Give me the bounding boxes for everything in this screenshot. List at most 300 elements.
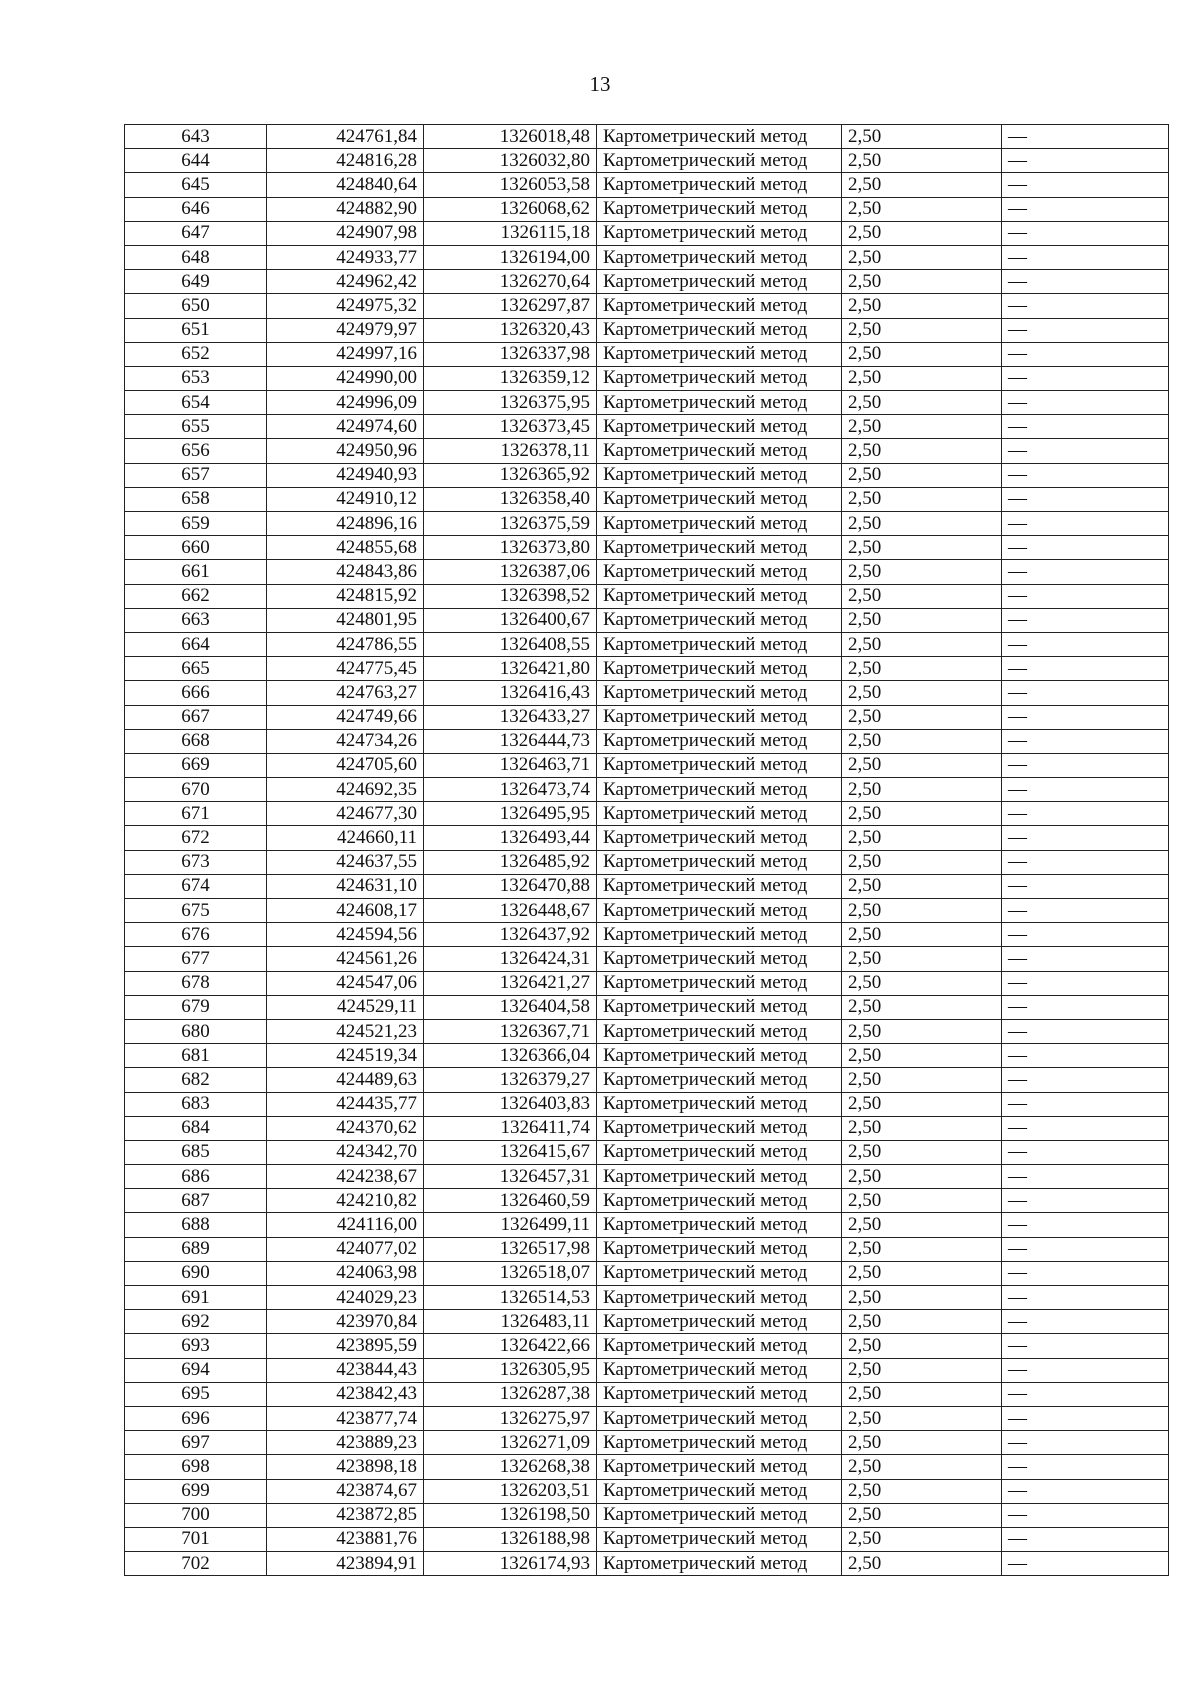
method-cell: Картометрический метод	[597, 1503, 842, 1527]
point-number-cell: 689	[125, 1237, 267, 1261]
point-number-cell: 645	[125, 173, 267, 197]
method-cell: Картометрический метод	[597, 149, 842, 173]
x-coordinate-cell: 424594,56	[267, 923, 424, 947]
point-number-cell: 653	[125, 366, 267, 390]
x-coordinate-cell: 424979,97	[267, 318, 424, 342]
point-number-cell: 681	[125, 1044, 267, 1068]
coordinates-table	[124, 124, 1169, 1576]
description-cell: —	[1002, 1286, 1169, 1310]
description-cell: —	[1002, 1382, 1169, 1406]
point-number-cell: 682	[125, 1068, 267, 1092]
table-row	[125, 632, 1169, 656]
y-coordinate-cell: 1326517,98	[424, 1237, 597, 1261]
y-coordinate-cell: 1326198,50	[424, 1503, 597, 1527]
method-cell: Картометрический метод	[597, 1382, 842, 1406]
x-coordinate-cell: 424116,00	[267, 1213, 424, 1237]
method-cell: Картометрический метод	[597, 1261, 842, 1285]
description-cell: —	[1002, 1044, 1169, 1068]
x-coordinate-cell: 423898,18	[267, 1455, 424, 1479]
x-coordinate-cell: 424435,77	[267, 1092, 424, 1116]
table-row	[125, 874, 1169, 898]
method-cell: Картометрический метод	[597, 1406, 842, 1430]
accuracy-cell: 2,50	[842, 197, 1002, 221]
y-coordinate-cell: 1326470,88	[424, 874, 597, 898]
y-coordinate-cell: 1326203,51	[424, 1479, 597, 1503]
method-cell: Картометрический метод	[597, 1044, 842, 1068]
point-number-cell: 670	[125, 778, 267, 802]
accuracy-cell: 2,50	[842, 1237, 1002, 1261]
point-number-cell: 690	[125, 1261, 267, 1285]
table-row	[125, 197, 1169, 221]
y-coordinate-cell: 1326367,71	[424, 1019, 597, 1043]
description-cell: —	[1002, 1479, 1169, 1503]
y-coordinate-cell: 1326379,27	[424, 1068, 597, 1092]
table-row	[125, 125, 1169, 149]
method-cell: Картометрический метод	[597, 294, 842, 318]
y-coordinate-cell: 1326403,83	[424, 1092, 597, 1116]
accuracy-cell: 2,50	[842, 318, 1002, 342]
x-coordinate-cell: 423894,91	[267, 1552, 424, 1576]
table-row	[125, 729, 1169, 753]
point-number-cell: 664	[125, 632, 267, 656]
description-cell: —	[1002, 270, 1169, 294]
description-cell: —	[1002, 802, 1169, 826]
description-cell: —	[1002, 1189, 1169, 1213]
x-coordinate-cell: 424342,70	[267, 1140, 424, 1164]
method-cell: Картометрический метод	[597, 487, 842, 511]
table-row	[125, 245, 1169, 269]
description-cell: —	[1002, 899, 1169, 923]
table-row	[125, 1165, 1169, 1189]
method-cell: Картометрический метод	[597, 1286, 842, 1310]
x-coordinate-cell: 423895,59	[267, 1334, 424, 1358]
table-row	[125, 1310, 1169, 1334]
method-cell: Картометрический метод	[597, 415, 842, 439]
method-cell: Картометрический метод	[597, 947, 842, 971]
x-coordinate-cell: 424815,92	[267, 584, 424, 608]
method-cell: Картометрический метод	[597, 366, 842, 390]
point-number-cell: 667	[125, 705, 267, 729]
accuracy-cell: 2,50	[842, 1116, 1002, 1140]
point-number-cell: 691	[125, 1286, 267, 1310]
table-row	[125, 1455, 1169, 1479]
y-coordinate-cell: 1326188,98	[424, 1527, 597, 1551]
table-row	[125, 1431, 1169, 1455]
point-number-cell: 680	[125, 1019, 267, 1043]
accuracy-cell: 2,50	[842, 512, 1002, 536]
x-coordinate-cell: 424692,35	[267, 778, 424, 802]
accuracy-cell: 2,50	[842, 1552, 1002, 1576]
accuracy-cell: 2,50	[842, 850, 1002, 874]
description-cell: —	[1002, 705, 1169, 729]
y-coordinate-cell: 1326305,95	[424, 1358, 597, 1382]
point-number-cell: 662	[125, 584, 267, 608]
accuracy-cell: 2,50	[842, 1382, 1002, 1406]
table-row	[125, 366, 1169, 390]
table-row	[125, 584, 1169, 608]
y-coordinate-cell: 1326297,87	[424, 294, 597, 318]
accuracy-cell: 2,50	[842, 1213, 1002, 1237]
method-cell: Картометрический метод	[597, 681, 842, 705]
x-coordinate-cell: 424775,45	[267, 657, 424, 681]
point-number-cell: 658	[125, 487, 267, 511]
method-cell: Картометрический метод	[597, 995, 842, 1019]
description-cell: —	[1002, 173, 1169, 197]
description-cell: —	[1002, 947, 1169, 971]
method-cell: Картометрический метод	[597, 657, 842, 681]
method-cell: Картометрический метод	[597, 1092, 842, 1116]
y-coordinate-cell: 1326483,11	[424, 1310, 597, 1334]
accuracy-cell: 2,50	[842, 1068, 1002, 1092]
x-coordinate-cell: 423842,43	[267, 1382, 424, 1406]
x-coordinate-cell: 424907,98	[267, 221, 424, 245]
y-coordinate-cell: 1326270,64	[424, 270, 597, 294]
accuracy-cell: 2,50	[842, 778, 1002, 802]
x-coordinate-cell: 424975,32	[267, 294, 424, 318]
accuracy-cell: 2,50	[842, 584, 1002, 608]
description-cell: —	[1002, 125, 1169, 149]
accuracy-cell: 2,50	[842, 415, 1002, 439]
accuracy-cell: 2,50	[842, 1406, 1002, 1430]
description-cell: —	[1002, 221, 1169, 245]
y-coordinate-cell: 1326358,40	[424, 487, 597, 511]
accuracy-cell: 2,50	[842, 1479, 1002, 1503]
method-cell: Картометрический метод	[597, 439, 842, 463]
method-cell: Картометрический метод	[597, 173, 842, 197]
accuracy-cell: 2,50	[842, 802, 1002, 826]
method-cell: Картометрический метод	[597, 391, 842, 415]
table-row	[125, 1213, 1169, 1237]
description-cell: —	[1002, 294, 1169, 318]
x-coordinate-cell: 424974,60	[267, 415, 424, 439]
table-row	[125, 439, 1169, 463]
y-coordinate-cell: 1326495,95	[424, 802, 597, 826]
description-cell: —	[1002, 560, 1169, 584]
method-cell: Картометрический метод	[597, 125, 842, 149]
method-cell: Картометрический метод	[597, 197, 842, 221]
y-coordinate-cell: 1326320,43	[424, 318, 597, 342]
y-coordinate-cell: 1326433,27	[424, 705, 597, 729]
description-cell: —	[1002, 608, 1169, 632]
y-coordinate-cell: 1326115,18	[424, 221, 597, 245]
method-cell: Картометрический метод	[597, 318, 842, 342]
table-row	[125, 487, 1169, 511]
method-cell: Картометрический метод	[597, 512, 842, 536]
x-coordinate-cell: 424990,00	[267, 366, 424, 390]
description-cell: —	[1002, 1019, 1169, 1043]
point-number-cell: 685	[125, 1140, 267, 1164]
method-cell: Картометрический метод	[597, 1358, 842, 1382]
table-row	[125, 149, 1169, 173]
table-row	[125, 391, 1169, 415]
table-row	[125, 221, 1169, 245]
accuracy-cell: 2,50	[842, 947, 1002, 971]
point-number-cell: 677	[125, 947, 267, 971]
accuracy-cell: 2,50	[842, 1165, 1002, 1189]
description-cell: —	[1002, 584, 1169, 608]
x-coordinate-cell: 424705,60	[267, 753, 424, 777]
table-row	[125, 681, 1169, 705]
table-row	[125, 512, 1169, 536]
point-number-cell: 666	[125, 681, 267, 705]
accuracy-cell: 2,50	[842, 1503, 1002, 1527]
accuracy-cell: 2,50	[842, 1527, 1002, 1551]
point-number-cell: 647	[125, 221, 267, 245]
description-cell: —	[1002, 1237, 1169, 1261]
table-row	[125, 1092, 1169, 1116]
description-cell: —	[1002, 778, 1169, 802]
point-number-cell: 697	[125, 1431, 267, 1455]
method-cell: Картометрический метод	[597, 1431, 842, 1455]
method-cell: Картометрический метод	[597, 729, 842, 753]
description-cell: —	[1002, 657, 1169, 681]
point-number-cell: 650	[125, 294, 267, 318]
point-number-cell: 655	[125, 415, 267, 439]
table-row	[125, 1189, 1169, 1213]
point-number-cell: 656	[125, 439, 267, 463]
method-cell: Картометрический метод	[597, 584, 842, 608]
point-number-cell: 644	[125, 149, 267, 173]
method-cell: Картометрический метод	[597, 1552, 842, 1576]
point-number-cell: 683	[125, 1092, 267, 1116]
y-coordinate-cell: 1326375,95	[424, 391, 597, 415]
y-coordinate-cell: 1326404,58	[424, 995, 597, 1019]
table-row	[125, 826, 1169, 850]
method-cell: Картометрический метод	[597, 342, 842, 366]
description-cell: —	[1002, 1092, 1169, 1116]
y-coordinate-cell: 1326415,67	[424, 1140, 597, 1164]
x-coordinate-cell: 424910,12	[267, 487, 424, 511]
table-row	[125, 705, 1169, 729]
description-cell: —	[1002, 1406, 1169, 1430]
point-number-cell: 668	[125, 729, 267, 753]
description-cell: —	[1002, 1140, 1169, 1164]
table-row	[125, 173, 1169, 197]
x-coordinate-cell: 424962,42	[267, 270, 424, 294]
method-cell: Картометрический метод	[597, 802, 842, 826]
accuracy-cell: 2,50	[842, 125, 1002, 149]
method-cell: Картометрический метод	[597, 1310, 842, 1334]
table-row	[125, 1527, 1169, 1551]
description-cell: —	[1002, 729, 1169, 753]
method-cell: Картометрический метод	[597, 850, 842, 874]
description-cell: —	[1002, 1552, 1169, 1576]
description-cell: —	[1002, 923, 1169, 947]
accuracy-cell: 2,50	[842, 1334, 1002, 1358]
table-row	[125, 1140, 1169, 1164]
accuracy-cell: 2,50	[842, 705, 1002, 729]
description-cell: —	[1002, 850, 1169, 874]
method-cell: Картометрический метод	[597, 1116, 842, 1140]
x-coordinate-cell: 424786,55	[267, 632, 424, 656]
method-cell: Картометрический метод	[597, 1140, 842, 1164]
accuracy-cell: 2,50	[842, 1261, 1002, 1285]
accuracy-cell: 2,50	[842, 1019, 1002, 1043]
accuracy-cell: 2,50	[842, 608, 1002, 632]
accuracy-cell: 2,50	[842, 874, 1002, 898]
method-cell: Картометрический метод	[597, 1527, 842, 1551]
x-coordinate-cell: 424077,02	[267, 1237, 424, 1261]
description-cell: —	[1002, 197, 1169, 221]
table-row	[125, 1479, 1169, 1503]
description-cell: —	[1002, 463, 1169, 487]
table-row	[125, 1044, 1169, 1068]
x-coordinate-cell: 424547,06	[267, 971, 424, 995]
description-cell: —	[1002, 366, 1169, 390]
point-number-cell: 696	[125, 1406, 267, 1430]
accuracy-cell: 2,50	[842, 971, 1002, 995]
y-coordinate-cell: 1326287,38	[424, 1382, 597, 1406]
x-coordinate-cell: 424608,17	[267, 899, 424, 923]
accuracy-cell: 2,50	[842, 657, 1002, 681]
accuracy-cell: 2,50	[842, 294, 1002, 318]
method-cell: Картометрический метод	[597, 1189, 842, 1213]
table-row	[125, 463, 1169, 487]
table-row	[125, 1406, 1169, 1430]
y-coordinate-cell: 1326493,44	[424, 826, 597, 850]
method-cell: Картометрический метод	[597, 874, 842, 898]
accuracy-cell: 2,50	[842, 560, 1002, 584]
accuracy-cell: 2,50	[842, 366, 1002, 390]
method-cell: Картометрический метод	[597, 1019, 842, 1043]
point-number-cell: 673	[125, 850, 267, 874]
description-cell: —	[1002, 874, 1169, 898]
x-coordinate-cell: 424677,30	[267, 802, 424, 826]
method-cell: Картометрический метод	[597, 536, 842, 560]
description-cell: —	[1002, 1455, 1169, 1479]
accuracy-cell: 2,50	[842, 1092, 1002, 1116]
y-coordinate-cell: 1326365,92	[424, 463, 597, 487]
table-row	[125, 1019, 1169, 1043]
x-coordinate-cell: 424519,34	[267, 1044, 424, 1068]
method-cell: Картометрический метод	[597, 221, 842, 245]
description-cell: —	[1002, 1358, 1169, 1382]
x-coordinate-cell: 424896,16	[267, 512, 424, 536]
method-cell: Картометрический метод	[597, 632, 842, 656]
accuracy-cell: 2,50	[842, 463, 1002, 487]
x-coordinate-cell: 424238,67	[267, 1165, 424, 1189]
accuracy-cell: 2,50	[842, 899, 1002, 923]
table-row	[125, 899, 1169, 923]
y-coordinate-cell: 1326411,74	[424, 1116, 597, 1140]
x-coordinate-cell: 423881,76	[267, 1527, 424, 1551]
y-coordinate-cell: 1326068,62	[424, 197, 597, 221]
table-row	[125, 1382, 1169, 1406]
table-row	[125, 1552, 1169, 1576]
y-coordinate-cell: 1326366,04	[424, 1044, 597, 1068]
y-coordinate-cell: 1326463,71	[424, 753, 597, 777]
point-number-cell: 665	[125, 657, 267, 681]
description-cell: —	[1002, 632, 1169, 656]
table-row	[125, 1068, 1169, 1092]
accuracy-cell: 2,50	[842, 487, 1002, 511]
method-cell: Картометрический метод	[597, 971, 842, 995]
x-coordinate-cell: 424210,82	[267, 1189, 424, 1213]
accuracy-cell: 2,50	[842, 1189, 1002, 1213]
x-coordinate-cell: 424843,86	[267, 560, 424, 584]
x-coordinate-cell: 424882,90	[267, 197, 424, 221]
y-coordinate-cell: 1326378,11	[424, 439, 597, 463]
x-coordinate-cell: 424933,77	[267, 245, 424, 269]
accuracy-cell: 2,50	[842, 342, 1002, 366]
description-cell: —	[1002, 1068, 1169, 1092]
x-coordinate-cell: 424370,62	[267, 1116, 424, 1140]
point-number-cell: 643	[125, 125, 267, 149]
table-row	[125, 1503, 1169, 1527]
y-coordinate-cell: 1326416,43	[424, 681, 597, 705]
point-number-cell: 687	[125, 1189, 267, 1213]
point-number-cell: 661	[125, 560, 267, 584]
point-number-cell: 686	[125, 1165, 267, 1189]
method-cell: Картометрический метод	[597, 1213, 842, 1237]
accuracy-cell: 2,50	[842, 391, 1002, 415]
x-coordinate-cell: 424489,63	[267, 1068, 424, 1092]
x-coordinate-cell: 424761,84	[267, 125, 424, 149]
table-row	[125, 657, 1169, 681]
point-number-cell: 672	[125, 826, 267, 850]
y-coordinate-cell: 1326437,92	[424, 923, 597, 947]
table-row	[125, 270, 1169, 294]
x-coordinate-cell: 424561,26	[267, 947, 424, 971]
x-coordinate-cell: 424996,09	[267, 391, 424, 415]
point-number-cell: 675	[125, 899, 267, 923]
description-cell: —	[1002, 415, 1169, 439]
accuracy-cell: 2,50	[842, 995, 1002, 1019]
y-coordinate-cell: 1326398,52	[424, 584, 597, 608]
y-coordinate-cell: 1326485,92	[424, 850, 597, 874]
x-coordinate-cell: 424763,27	[267, 681, 424, 705]
method-cell: Картометрический метод	[597, 1165, 842, 1189]
point-number-cell: 699	[125, 1479, 267, 1503]
description-cell: —	[1002, 536, 1169, 560]
point-number-cell: 693	[125, 1334, 267, 1358]
y-coordinate-cell: 1326473,74	[424, 778, 597, 802]
accuracy-cell: 2,50	[842, 221, 1002, 245]
description-cell: —	[1002, 342, 1169, 366]
y-coordinate-cell: 1326271,09	[424, 1431, 597, 1455]
x-coordinate-cell: 424529,11	[267, 995, 424, 1019]
point-number-cell: 663	[125, 608, 267, 632]
accuracy-cell: 2,50	[842, 245, 1002, 269]
method-cell: Картометрический метод	[597, 778, 842, 802]
x-coordinate-cell: 424521,23	[267, 1019, 424, 1043]
point-number-cell: 702	[125, 1552, 267, 1576]
point-number-cell: 671	[125, 802, 267, 826]
point-number-cell: 698	[125, 1455, 267, 1479]
point-number-cell: 678	[125, 971, 267, 995]
method-cell: Картометрический метод	[597, 1455, 842, 1479]
y-coordinate-cell: 1326518,07	[424, 1261, 597, 1285]
accuracy-cell: 2,50	[842, 1286, 1002, 1310]
method-cell: Картометрический метод	[597, 923, 842, 947]
point-number-cell: 660	[125, 536, 267, 560]
x-coordinate-cell: 423874,67	[267, 1479, 424, 1503]
y-coordinate-cell: 1326337,98	[424, 342, 597, 366]
y-coordinate-cell: 1326275,97	[424, 1406, 597, 1430]
y-coordinate-cell: 1326400,67	[424, 608, 597, 632]
description-cell: —	[1002, 1165, 1169, 1189]
point-number-cell: 657	[125, 463, 267, 487]
description-cell: —	[1002, 826, 1169, 850]
table-row	[125, 778, 1169, 802]
point-number-cell: 684	[125, 1116, 267, 1140]
description-cell: —	[1002, 487, 1169, 511]
method-cell: Картометрический метод	[597, 1068, 842, 1092]
point-number-cell: 701	[125, 1527, 267, 1551]
table-row	[125, 1261, 1169, 1285]
point-number-cell: 695	[125, 1382, 267, 1406]
point-number-cell: 659	[125, 512, 267, 536]
